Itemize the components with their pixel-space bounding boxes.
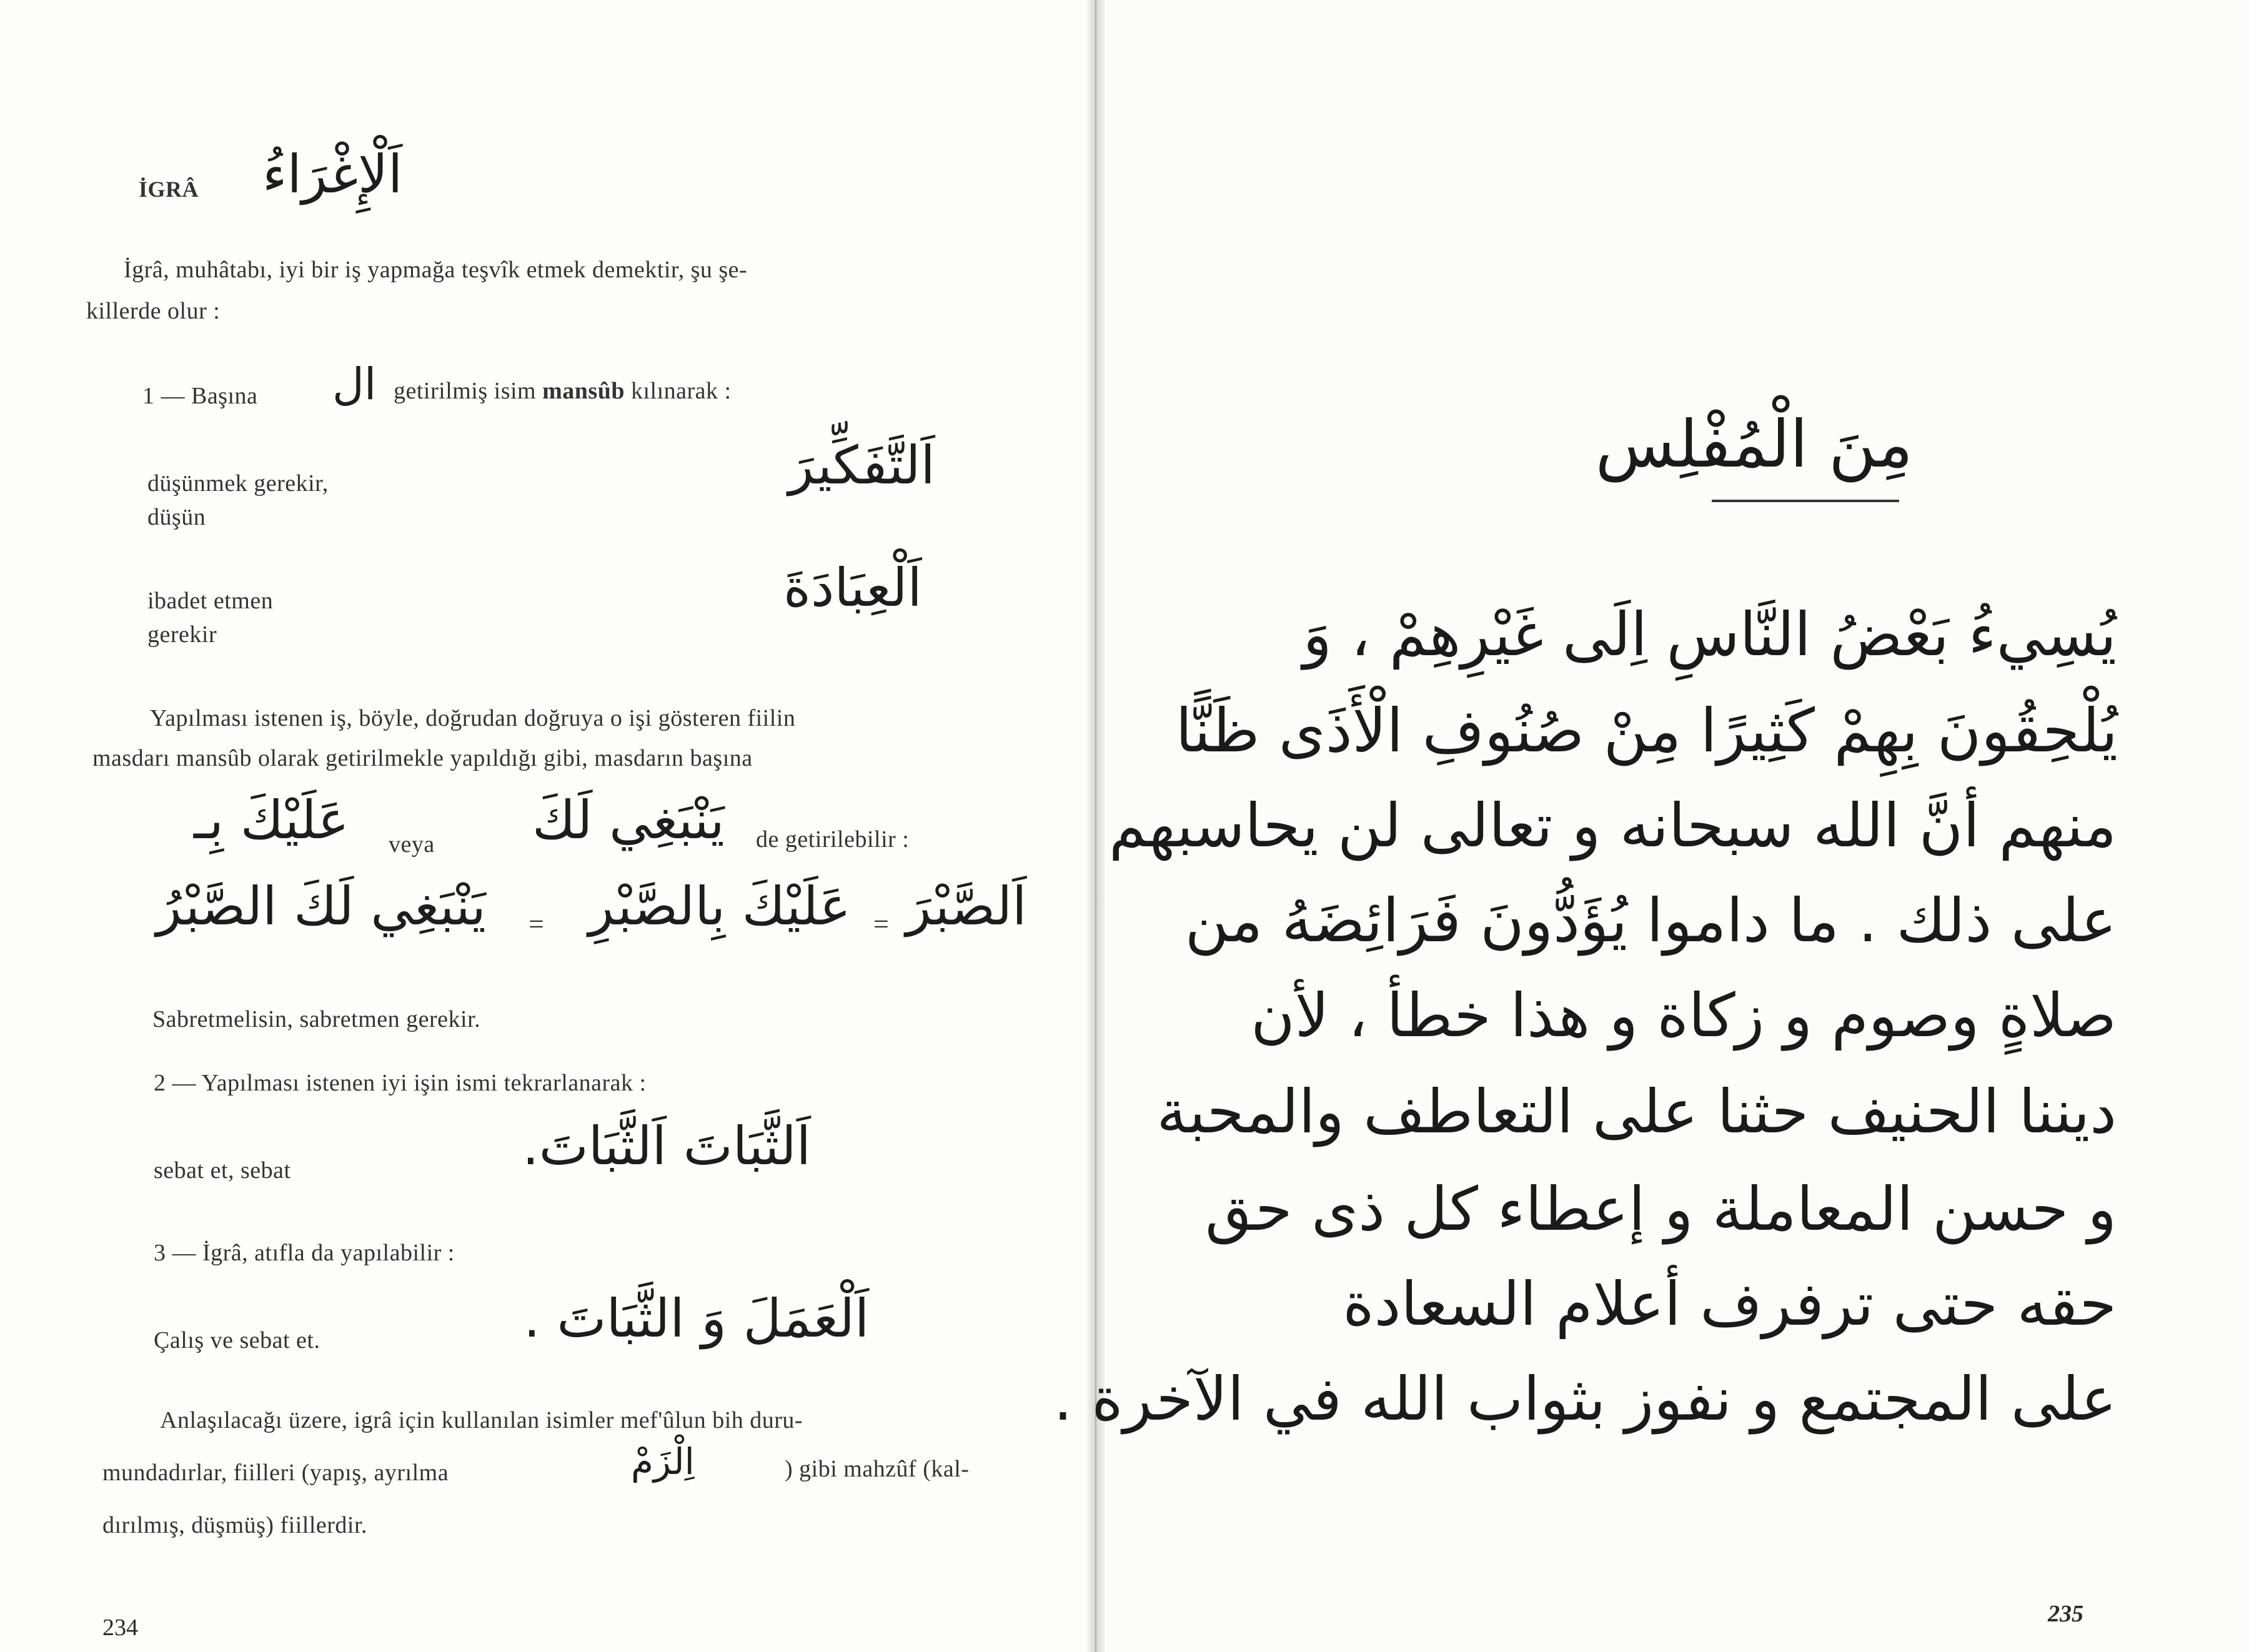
right-line-5: صلاةٍ وصوم و زكاة و هذا خطأ ، لأن <box>1251 981 2117 1051</box>
example-1-arabic: اَلتَّفَكِّيرَ <box>788 435 935 496</box>
section-heading-arabic: اَلْإِغْرَاءُ <box>262 144 403 205</box>
right-line-9: على المجتمع و نفوز بثواب الله في الآخرة . <box>1053 1364 2117 1434</box>
equation-sign-2: = <box>529 909 545 939</box>
final-line-3: dırılmış, düşmüş) fiillerdir. <box>102 1512 368 1538</box>
veya-suffix: de getirilebilir : <box>756 826 910 853</box>
veya-word: veya <box>389 831 435 858</box>
veya-arabic-left: عَلَيْكَ بِـ <box>194 789 349 851</box>
page-number-right: 235 <box>2048 1601 2083 1627</box>
intro-line-2: killerde olur : <box>86 298 221 324</box>
right-line-3: منهم أنَّ الله سبحانه و تعالى لن يحاسبهم <box>1108 791 2117 861</box>
equation-part-2: عَلَيْكَ بِالصَّبْرِ <box>588 876 851 937</box>
final-line-2a: mundadırlar, fiilleri (yapış, ayrılma <box>102 1460 449 1486</box>
rule-1-prefix: 1 — Başına <box>142 383 258 409</box>
rule-3: 3 — İgrâ, atıfla da yapılabilir : <box>154 1240 455 1266</box>
left-page <box>0 0 1087 1652</box>
final-line-2b: ) gibi mahzûf (kal- <box>785 1456 970 1482</box>
veya-arabic-right: يَنْبَغِي لَكَ <box>532 789 725 851</box>
right-line-4: على ذلك . ما داموا يُؤَدُّونَ فَرَائِضَهُ من <box>1184 886 2117 956</box>
rule-2-arabic: اَلثَّبَاتَ اَلثَّبَاتَ. <box>522 1115 811 1177</box>
right-line-7: و حسن المعاملة و إعطاء كل ذى حق <box>1205 1174 2117 1244</box>
intro-line-1: İgrâ, muhâtabı, iyi bir iş yapmağa teşvîk etmek demektir, şu şe- <box>124 257 748 283</box>
rule-2-translation: sebat et, sebat <box>154 1157 291 1184</box>
example-1-tr-line-1: düşünmek gerekir, <box>147 470 329 497</box>
paragraph-2-line-1: Yapılması istenen iş, böyle, doğrudan doğruya o işi gösteren fiilin <box>150 705 796 731</box>
right-line-8: حقه حتى ترفرف أعلام السعادة <box>1343 1269 2117 1339</box>
rule-3-translation: Çalış ve sebat et. <box>154 1327 320 1353</box>
right-page-title: مِنَ الْمُفْلِس <box>1595 406 1913 482</box>
example-2-arabic: اَلْعِبَادَةَ <box>783 557 922 618</box>
final-line-2-arabic: اِلْزَمْ <box>631 1440 695 1483</box>
equation-part-3: يَنْبَغِي لَكَ الصَّبْرُ <box>156 876 486 937</box>
section-heading-latin: İGRÂ <box>139 177 199 202</box>
rule-1-suffix: kılınarak : <box>630 378 732 404</box>
title-underline <box>1712 500 1899 502</box>
rule-1-text <box>394 377 732 405</box>
page-number-left: 234 <box>102 1615 138 1641</box>
right-page <box>1053 0 2249 1652</box>
right-line-2: يُلْحِقُونَ بِهِمْ كَثِيرًا مِنْ صُنُوفِ الْأَذَى ظَنًّا <box>1175 696 2118 766</box>
equation-sign-1: = <box>873 909 890 939</box>
right-line-1: يُسِيءُ بَعْضُ النَّاسِ اِلَى غَيْرِهِمْ ، وَ <box>1303 600 2117 670</box>
rule-1-arabic: ال <box>332 359 377 410</box>
right-line-6: ديننا الحنيف حثنا على التعاطف والمحبة <box>1156 1077 2117 1147</box>
rule-1-bold: mansûb <box>542 378 625 404</box>
rule-2: 2 — Yapılması istenen iyi işin ismi tekrarlanarak : <box>154 1070 647 1096</box>
paragraph-2-line-2: masdarı mansûb olarak getirilmekle yapıldığı gibi, masdarın başına <box>92 745 753 771</box>
final-line-1: Anlaşılacağı üzere, igrâ için kullanılan isimler mef'ûlun bih duru- <box>160 1407 803 1433</box>
example-2-tr-line-1: ibadet etmen <box>147 588 274 614</box>
rule-3-arabic: اَلْعَمَلَ وَ الثَّبَاتَ . <box>524 1288 870 1349</box>
rule-1-middle: getirilmiş isim <box>394 378 537 404</box>
equation-part-1: اَلصَّبْرَ <box>906 876 1027 937</box>
sabr-translation: Sabretmelisin, sabretmen gerekir. <box>152 1006 481 1032</box>
example-2-tr-line-2: gerekir <box>147 621 217 648</box>
example-1-tr-line-2: düşün <box>147 504 206 530</box>
